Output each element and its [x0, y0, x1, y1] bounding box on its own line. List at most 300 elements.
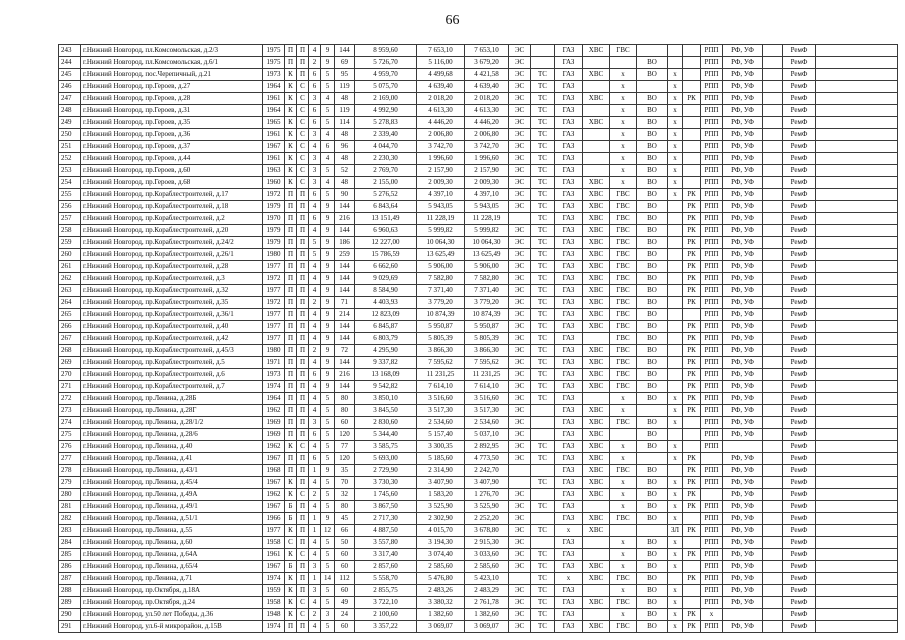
cell-ts: ТС [531, 597, 555, 609]
cell-hvs: ХВС [583, 345, 610, 357]
cell-rk: РК [683, 189, 701, 201]
cell-rpp [701, 489, 723, 501]
cell-building-type: П [297, 513, 309, 525]
cell-hvs: ХВС [583, 285, 610, 297]
cell-hvs: ХВС [583, 177, 610, 189]
cell-year: 1979 [263, 225, 285, 237]
cell-wall-material: П [285, 393, 297, 405]
cell-mark: х [668, 501, 683, 513]
cell-entrances: 4 [309, 285, 321, 297]
cell-building-type: П [297, 45, 309, 57]
cell-area-total: 13 151,49 [355, 213, 417, 225]
cell-rpp: РПП [701, 537, 723, 549]
cell-blank [816, 417, 898, 429]
cell-building-type: П [297, 465, 309, 477]
cell-number: 287 [59, 573, 81, 585]
cell-area-total: 2 717,30 [355, 513, 417, 525]
cell-hvs: ХВС [583, 201, 610, 213]
cell-wall-material: К [285, 489, 297, 501]
cell-remf: РемФ [783, 237, 816, 249]
cell-mark: х [668, 81, 683, 93]
cell-hvs: ХВС [583, 525, 610, 537]
cell-year: 1977 [263, 285, 285, 297]
cell-hvs: ХВС [583, 93, 610, 105]
cell-entrances: 3 [309, 561, 321, 573]
cell-wall-material: П [285, 345, 297, 357]
cell-area-total: 2 857,60 [355, 561, 417, 573]
cell-wall-material: К [285, 177, 297, 189]
cell-floors: 5 [321, 489, 335, 501]
cell-area-3: 1 276,70 [465, 489, 509, 501]
cell-entrances: 1 [309, 573, 321, 585]
cell-ts: ТС [531, 573, 555, 585]
cell-rpp: РПП [701, 621, 723, 633]
cell-building-type: П [297, 213, 309, 225]
cell-mark: х [668, 561, 683, 573]
cell-number: 250 [59, 129, 81, 141]
cell-area-total: 3 557,80 [355, 537, 417, 549]
cell-vo: ВО [637, 609, 668, 621]
cell-rpp: РПП [701, 597, 723, 609]
cell-address: г.Нижний Новгород, пр.Кораблестроителей, д.28 [81, 261, 263, 273]
cell-address: г.Нижний Новгород, пр.Героев, д.31 [81, 105, 263, 117]
cell-address: г.Нижний Новгород, пр.Героев, д.27 [81, 81, 263, 93]
cell-area-3: 5 423,10 [465, 573, 509, 585]
cell-year: 1977 [263, 321, 285, 333]
cell-area-3: 3 033,60 [465, 549, 509, 561]
cell-address: г.Нижний Новгород, пл.Комсомольская, д.2/3 [81, 45, 263, 57]
cell-gvs: х [610, 393, 637, 405]
cell-address: г.Нижний Новгород, пр.Октября, д.18А [81, 585, 263, 597]
cell-vo: ВО [637, 189, 668, 201]
cell-vo: ВО [637, 285, 668, 297]
cell-vo: ВО [637, 333, 668, 345]
cell-rpp: РПП [701, 381, 723, 393]
cell-ts: ТС [531, 285, 555, 297]
cell-vo: ВО [637, 57, 668, 69]
cell-wall-material: П [285, 429, 297, 441]
cell-es [509, 477, 531, 489]
cell-blank [763, 489, 783, 501]
cell-gas: ГАЗ [555, 597, 583, 609]
cell-blank [763, 237, 783, 249]
cell-remf: РемФ [783, 393, 816, 405]
cell-hvs: ХВС [583, 621, 610, 633]
cell-area-total: 6 845,87 [355, 321, 417, 333]
cell-vo [637, 453, 668, 465]
cell-building-type: П [297, 561, 309, 573]
cell-rf-uf: РФ, УФ [723, 621, 763, 633]
cell-remf: РемФ [783, 381, 816, 393]
cell-year: 1974 [263, 381, 285, 393]
cell-building-type: П [297, 405, 309, 417]
cell-gas: ГАЗ [555, 105, 583, 117]
cell-wall-material: Б [285, 501, 297, 513]
cell-rk [683, 513, 701, 525]
cell-mark: х [668, 441, 683, 453]
cell-entrances: 3 [309, 417, 321, 429]
cell-building-type: П [297, 249, 309, 261]
cell-blank [763, 297, 783, 309]
cell-wall-material: П [285, 309, 297, 321]
cell-rpp: РПП [701, 237, 723, 249]
cell-rf-uf: РФ, УФ [723, 105, 763, 117]
cell-vo: ВО [637, 309, 668, 321]
cell-building-type: П [297, 261, 309, 273]
cell-mark: х [668, 141, 683, 153]
cell-gas: ГАЗ [555, 489, 583, 501]
cell-number: 275 [59, 429, 81, 441]
cell-gvs: х [610, 117, 637, 129]
cell-gvs: х [610, 549, 637, 561]
cell-area-2: 7 371,40 [417, 285, 465, 297]
cell-year: 1962 [263, 405, 285, 417]
cell-building-type: С [297, 441, 309, 453]
cell-rf-uf [723, 609, 763, 621]
cell-area-3: 7 582,80 [465, 273, 509, 285]
cell-gas: ГАЗ [555, 321, 583, 333]
cell-rk [683, 45, 701, 57]
cell-area-3: 2 915,30 [465, 537, 509, 549]
cell-gas: ГАЗ [555, 81, 583, 93]
cell-area-3: 7 653,10 [465, 45, 509, 57]
cell-gvs: х [610, 441, 637, 453]
cell-blank [763, 213, 783, 225]
cell-rpp: РПП [701, 261, 723, 273]
cell-apartments: 48 [335, 153, 355, 165]
cell-area-3: 2 534,60 [465, 417, 509, 429]
table-body [59, 45, 898, 633]
cell-wall-material: П [285, 201, 297, 213]
cell-ts [531, 513, 555, 525]
cell-remf: РемФ [783, 537, 816, 549]
cell-blank [816, 225, 898, 237]
cell-es: ЭС [509, 45, 531, 57]
cell-entrances: 4 [309, 273, 321, 285]
cell-es: ЭС [509, 369, 531, 381]
cell-area-total: 5 344,40 [355, 429, 417, 441]
cell-mark [668, 57, 683, 69]
cell-gas: ГАЗ [555, 357, 583, 369]
cell-rk [683, 585, 701, 597]
cell-mark [668, 213, 683, 225]
cell-number: 264 [59, 297, 81, 309]
cell-area-3: 2 157,90 [465, 165, 509, 177]
cell-number: 257 [59, 213, 81, 225]
cell-blank [816, 237, 898, 249]
cell-address: г.Нижний Новгород, пр.Ленина, д.49А [81, 489, 263, 501]
cell-remf: РемФ [783, 309, 816, 321]
cell-entrances: 6 [309, 105, 321, 117]
cell-wall-material: П [285, 321, 297, 333]
cell-rf-uf: РФ, УФ [723, 153, 763, 165]
cell-number: 255 [59, 189, 81, 201]
cell-blank [816, 561, 898, 573]
cell-entrances: 5 [309, 237, 321, 249]
cell-address: г.Нижний Новгород, пр.Ленина, д.43/1 [81, 465, 263, 477]
cell-wall-material: П [285, 369, 297, 381]
cell-entrances: 6 [309, 81, 321, 93]
cell-floors: 9 [321, 213, 335, 225]
cell-vo: ВО [637, 465, 668, 477]
cell-number: 253 [59, 165, 81, 177]
cell-apartments: 69 [335, 57, 355, 69]
cell-floors: 5 [321, 597, 335, 609]
cell-area-2: 3 516,60 [417, 393, 465, 405]
cell-apartments: 216 [335, 213, 355, 225]
cell-area-3: 2 252,20 [465, 513, 509, 525]
cell-es: ЭС [509, 357, 531, 369]
cell-year: 1962 [263, 441, 285, 453]
table-row [59, 441, 898, 453]
cell-gas: ГАЗ [555, 261, 583, 273]
cell-entrances: 2 [309, 345, 321, 357]
cell-mark: х [668, 489, 683, 501]
cell-mark [668, 465, 683, 477]
cell-blank [816, 585, 898, 597]
cell-rf-uf: РФ, УФ [723, 165, 763, 177]
cell-rpp: РПП [701, 129, 723, 141]
cell-address: г.Нижний Новгород, пр.Кораблестроителей, д.36/1 [81, 309, 263, 321]
cell-blank [816, 525, 898, 537]
cell-rk: РК [683, 609, 701, 621]
cell-blank [763, 225, 783, 237]
cell-vo [637, 525, 668, 537]
cell-apartments: 35 [335, 465, 355, 477]
cell-blank [763, 573, 783, 585]
cell-address: г.Нижний Новгород, пр.Кораблестроителей, д.2 [81, 213, 263, 225]
cell-entrances: 6 [309, 429, 321, 441]
cell-year: 1972 [263, 273, 285, 285]
cell-floors: 5 [321, 561, 335, 573]
cell-gvs: ГВС [610, 465, 637, 477]
cell-gvs: х [610, 177, 637, 189]
cell-rk [683, 165, 701, 177]
cell-entrances: 2 [309, 57, 321, 69]
cell-blank [816, 465, 898, 477]
cell-rk: РК [683, 453, 701, 465]
cell-entrances: 1 [309, 513, 321, 525]
cell-remf: РемФ [783, 501, 816, 513]
cell-hvs: ХВС [583, 381, 610, 393]
cell-blank [816, 321, 898, 333]
cell-rk: РК [683, 237, 701, 249]
cell-floors: 5 [321, 81, 335, 93]
cell-vo: ВО [637, 477, 668, 489]
table-row [59, 621, 898, 633]
cell-rk [683, 57, 701, 69]
cell-apartments: 50 [335, 537, 355, 549]
cell-blank [763, 621, 783, 633]
cell-wall-material: Б [285, 513, 297, 525]
cell-wall-material: К [285, 597, 297, 609]
cell-area-total: 9 029,69 [355, 273, 417, 285]
cell-apartments: 80 [335, 501, 355, 513]
cell-ts: ТС [531, 117, 555, 129]
cell-gas: ГАЗ [555, 45, 583, 57]
cell-wall-material: П [285, 381, 297, 393]
cell-entrances: 6 [309, 69, 321, 81]
cell-rpp: РПП [701, 273, 723, 285]
cell-area-total: 2 830,60 [355, 417, 417, 429]
cell-mark [668, 429, 683, 441]
cell-mark [668, 237, 683, 249]
cell-floors: 9 [321, 345, 335, 357]
cell-es: ЭС [509, 513, 531, 525]
cell-hvs [583, 57, 610, 69]
cell-area-3: 5 906,00 [465, 261, 509, 273]
cell-rpp: РПП [701, 477, 723, 489]
table-row [59, 321, 898, 333]
cell-blank [763, 69, 783, 81]
cell-rf-uf: РФ, УФ [723, 273, 763, 285]
housing-register-table [58, 44, 898, 633]
cell-wall-material: П [285, 45, 297, 57]
cell-floors: 14 [321, 573, 335, 585]
cell-gas: ГАЗ [555, 249, 583, 261]
cell-remf: РемФ [783, 93, 816, 105]
cell-gvs: х [610, 609, 637, 621]
cell-ts: ТС [531, 609, 555, 621]
cell-rf-uf: РФ, УФ [723, 429, 763, 441]
cell-gvs: ГВС [610, 333, 637, 345]
cell-rpp: РПП [701, 297, 723, 309]
cell-floors: 5 [321, 453, 335, 465]
cell-vo: ВО [637, 213, 668, 225]
cell-blank [816, 285, 898, 297]
cell-ts: ТС [531, 165, 555, 177]
table-row [59, 93, 898, 105]
cell-area-2: 1 996,60 [417, 153, 465, 165]
cell-vo: ВО [637, 561, 668, 573]
cell-entrances: 3 [309, 93, 321, 105]
cell-wall-material: К [285, 105, 297, 117]
cell-entrances: 4 [309, 357, 321, 369]
cell-rf-uf: РФ, УФ [723, 129, 763, 141]
table-row [59, 549, 898, 561]
cell-area-total: 2 169,00 [355, 93, 417, 105]
cell-area-3: 4 639,40 [465, 81, 509, 93]
cell-ts [531, 429, 555, 441]
cell-remf: РемФ [783, 81, 816, 93]
cell-floors: 5 [321, 501, 335, 513]
cell-es: ЭС [509, 129, 531, 141]
cell-address: г.Нижний Новгород, пос.Черепичный, д.21 [81, 69, 263, 81]
cell-year: 1973 [263, 369, 285, 381]
cell-remf: РемФ [783, 453, 816, 465]
cell-es: ЭС [509, 189, 531, 201]
cell-area-3: 7 371,40 [465, 285, 509, 297]
cell-address: г.Нижний Новгород, пр.Ленина, д.28/1/2 [81, 417, 263, 429]
cell-number: 243 [59, 45, 81, 57]
cell-number: 277 [59, 453, 81, 465]
cell-rk: РК [683, 489, 701, 501]
cell-rpp: РПП [701, 573, 723, 585]
cell-remf: РемФ [783, 417, 816, 429]
cell-area-2: 3 525,90 [417, 501, 465, 513]
cell-year: 1979 [263, 237, 285, 249]
cell-mark [668, 309, 683, 321]
cell-area-total: 2 729,90 [355, 465, 417, 477]
cell-mark: х [668, 621, 683, 633]
cell-area-3: 3 679,20 [465, 57, 509, 69]
cell-blank [763, 405, 783, 417]
cell-entrances: 4 [309, 621, 321, 633]
cell-gas: ГАЗ [555, 465, 583, 477]
cell-area-total: 5 278,83 [355, 117, 417, 129]
cell-rf-uf: РФ, УФ [723, 597, 763, 609]
cell-remf: РемФ [783, 489, 816, 501]
cell-area-3: 3 779,20 [465, 297, 509, 309]
cell-area-2: 10 874,39 [417, 309, 465, 321]
cell-area-2: 7 653,10 [417, 45, 465, 57]
cell-hvs: ХВС [583, 357, 610, 369]
cell-entrances: 4 [309, 309, 321, 321]
cell-floors: 9 [321, 369, 335, 381]
table-row [59, 201, 898, 213]
cell-area-2: 5 999,82 [417, 225, 465, 237]
cell-building-type: П [297, 585, 309, 597]
cell-building-type: П [297, 453, 309, 465]
cell-blank [763, 129, 783, 141]
cell-area-total: 3 317,40 [355, 549, 417, 561]
cell-blank [816, 369, 898, 381]
cell-rf-uf: РФ, УФ [723, 225, 763, 237]
cell-ts: ТС [531, 213, 555, 225]
cell-remf: РемФ [783, 105, 816, 117]
cell-gvs: х [610, 105, 637, 117]
cell-wall-material: Б [285, 561, 297, 573]
cell-wall-material: П [285, 465, 297, 477]
cell-address: г.Нижний Новгород, пр.Кораблестроителей, д.17 [81, 189, 263, 201]
cell-blank [763, 393, 783, 405]
cell-mark [668, 225, 683, 237]
cell-floors: 9 [321, 273, 335, 285]
cell-floors: 5 [321, 117, 335, 129]
cell-building-type: П [297, 309, 309, 321]
cell-rk [683, 309, 701, 321]
cell-gvs: ГВС [610, 321, 637, 333]
cell-area-3: 3 678,80 [465, 525, 509, 537]
cell-mark: х [668, 597, 683, 609]
cell-area-2: 2 009,30 [417, 177, 465, 189]
cell-blank [763, 561, 783, 573]
cell-mark [668, 249, 683, 261]
cell-mark [668, 297, 683, 309]
cell-year: 1979 [263, 201, 285, 213]
cell-number: 284 [59, 537, 81, 549]
cell-rk [683, 429, 701, 441]
cell-hvs: ХВС [583, 249, 610, 261]
cell-rf-uf: РФ, УФ [723, 369, 763, 381]
cell-area-2: 2 585,60 [417, 561, 465, 573]
cell-rpp: РПП [701, 45, 723, 57]
cell-hvs: ХВС [583, 477, 610, 489]
cell-blank [816, 381, 898, 393]
cell-building-type: П [297, 537, 309, 549]
cell-year: 1974 [263, 621, 285, 633]
cell-rk [683, 105, 701, 117]
cell-area-3: 2 483,29 [465, 585, 509, 597]
cell-address: г.Нижний Новгород, пр.Ленина, д.45/4 [81, 477, 263, 489]
cell-entrances: 6 [309, 189, 321, 201]
table-row [59, 177, 898, 189]
cell-rf-uf [723, 441, 763, 453]
cell-blank [763, 141, 783, 153]
cell-rf-uf: РФ, УФ [723, 309, 763, 321]
cell-rpp: РПП [701, 525, 723, 537]
cell-floors: 5 [321, 477, 335, 489]
